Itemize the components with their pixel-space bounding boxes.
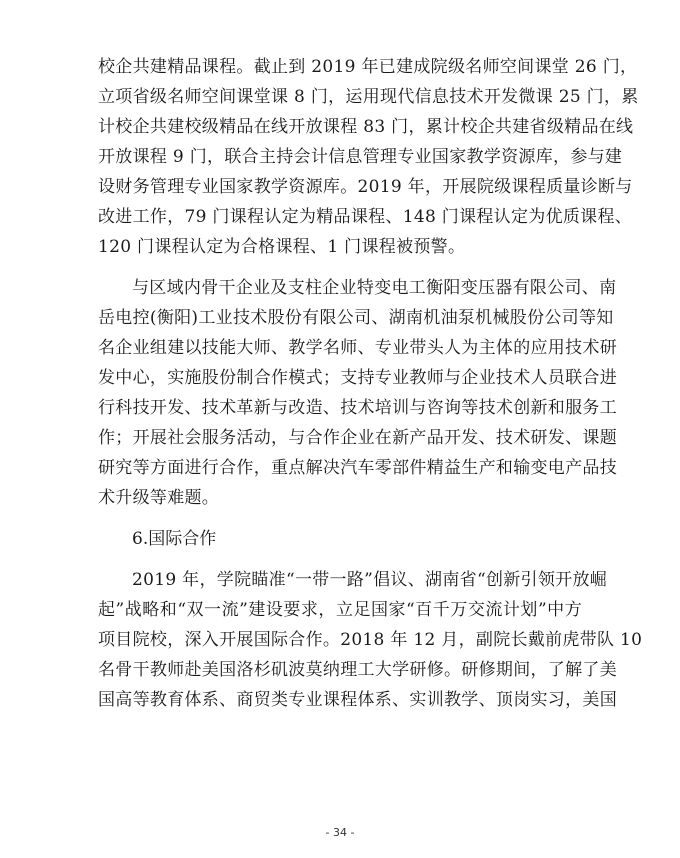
text-line: 校企共建精品课程。截止到 2019 年已建成院级名师空间课堂 26 门， (98, 57, 638, 77)
text-line: 名企业组建以技能大师、教学名师、专业带头人为主体的应用技术研 (98, 338, 617, 358)
text-line: 开放课程 9 门，联合主持会计信息管理专业国家教学资源库，参与建 (98, 147, 623, 167)
text-line: 行科技开发、技术革新与改造、技术培训与咨询等技术创新和服务工 (98, 398, 617, 418)
text-line: 120 门课程认定为合格课程、1 门课程被预警。 (98, 237, 466, 257)
text-line: 2019 年，学院瞄准“一带一路”倡议、湖南省“创新引领开放崛 (132, 570, 608, 590)
text-line: 研究等方面进行合作，重点解决汽车零部件精益生产和输变电产品技 (98, 458, 617, 478)
text-line: 术升级等难题。 (98, 488, 220, 508)
text-line: 岳电控(衡阳)工业技术股份有限公司、湖南机油泵机械股份公司等知 (98, 308, 614, 328)
text-line: 设财务管理专业国家教学资源库。2019 年，开展院级课程质量诊断与 (98, 177, 633, 197)
text-line: 作；开展社会服务活动，与合作企业在新产品开发、技术研发、课题 (98, 428, 617, 448)
text-line: 与区域内骨干企业及支柱企业特变电工衡阳变压器有限公司、南 (132, 278, 617, 298)
text-line: 立项省级名师空间课堂课 8 门，运用现代信息技术开发微课 25 门，累 (98, 87, 639, 107)
paragraph-spacer (98, 262, 582, 273)
text-line: 发中心，实施股份制合作模式；支持专业教师与企业技术人员联合进 (98, 368, 617, 388)
text-line: 起”战略和“双一流”建设要求，立足国家“百千万交流计划”中方 (98, 600, 582, 620)
paragraph-spacer (98, 513, 582, 524)
document-body (98, 52, 643, 715)
paragraph-international-cooperation (98, 565, 643, 715)
paragraph-course-construction (98, 52, 639, 262)
text-line: 计校企共建校级精品在线开放课程 83 门，累计校企共建省级精品在线 (98, 117, 634, 137)
paragraph-enterprise-cooperation (98, 273, 617, 513)
section-heading-international-cooperation: 6.国际合作 (132, 529, 217, 549)
paragraph-spacer (98, 554, 582, 565)
page-number: - 34 - (325, 826, 355, 839)
text-line: 国高等教育体系、商贸类专业课程体系、实训教学、顶岗实习，美国 (98, 690, 617, 710)
text-line: 项目院校，深入开展国际合作。2018 年 12 月，副院长戴前虎带队 10 (98, 630, 643, 650)
text-line: 名骨干教师赴美国洛杉矶波莫纳理工大学研修。研修期间，了解了美 (98, 660, 617, 680)
text-line: 改进工作，79 门课程认定为精品课程、148 门课程认定为优质课程、 (98, 207, 633, 227)
